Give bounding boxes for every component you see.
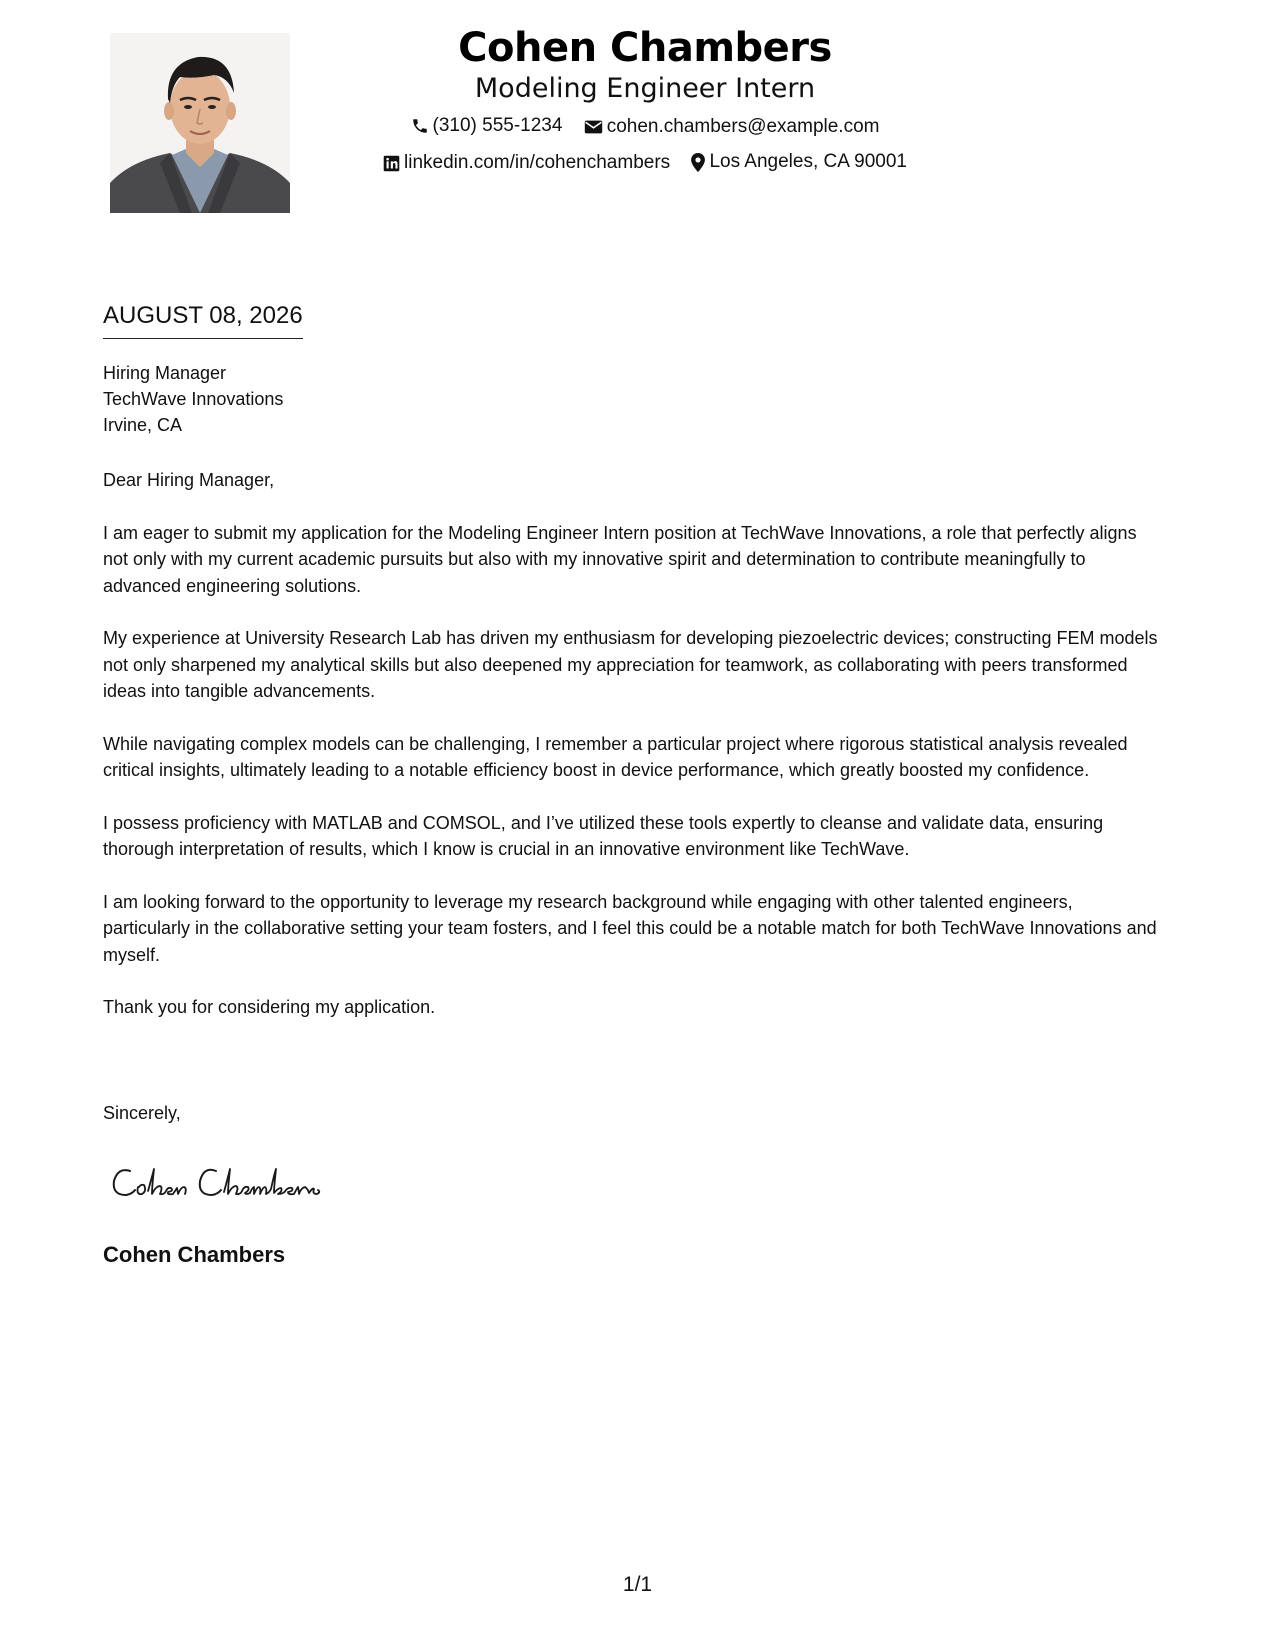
contact-row-2 [300,150,990,179]
recipient-address [103,360,283,438]
body-paragraph: While navigating complex models can be challenging, I remember a particular project where rigorous statistical analysis revealed critical insights, ultimately leading to a notable efficiency boost in device performance, which greatly boosted my confidence. [103,733,1128,780]
location-text: Los Angeles, CA 90001 [709,151,907,172]
salutation: Dear Hiring Manager, [103,470,275,490]
signer-name: Cohen Chambers [103,1242,286,1267]
applicant-name: Cohen Chambers [458,25,832,71]
profile-photo [110,33,290,213]
letter-date: AUGUST 08, 2026 [103,300,303,339]
email-text: cohen.chambers@example.com [606,116,880,137]
recipient-line: Hiring Manager [103,363,227,383]
closing-line: Sincerely, [103,1103,181,1123]
body-paragraph: I am eager to submit my application for the Modeling Engineer Intern position at TechWave Innovations, a role that perfectly aligns not only with my current academic pursuits but also with my innovative spirit and determination to contribute meaningfully to advanced engineering solutions. [103,522,1137,596]
thank-you-line: Thank you for considering my application. [103,997,436,1017]
body-paragraph: My experience at University Research Lab has driven my enthusiasm for developing piezoelectric devices; constructing FEM models not only sharpened my analytical skills but also deepened my appreciation for teamwork, as collaborating with peers transformed ideas into tangible advancements. [103,628,1158,701]
linkedin-text: linkedin.com/in/cohenchambers [404,152,671,173]
date-block [103,300,303,339]
handwritten-signature [108,1157,358,1213]
body-paragraph: I possess proficiency with MATLAB and COMSOL, and I’ve utilized these tools expertly to cleanse and validate data, ensuring thorough interpretation of results, which I know is crucial in an innovative environment like TechWave. [103,812,1104,859]
recipient-line: Irvine, CA [103,415,183,435]
envelope-icon [584,119,603,135]
email-contact[interactable] [584,115,880,139]
letter-body [103,467,1163,1047]
phone-contact[interactable] [411,114,563,138]
phone-icon [411,117,429,135]
body-paragraph: I am looking forward to the opportunity to leverage my research background while engaging with other talented engineers, particularly in the collaborative setting your team fosters, and I feel this could be a notable match for both TechWave Innovations and myself. [103,891,1157,965]
location-contact [691,150,907,174]
applicant-title: Modeling Engineer Intern [474,73,816,104]
phone-text: (310) 555-1234 [432,115,563,136]
contact-row-1 [300,114,990,142]
linkedin-contact[interactable] [383,151,670,175]
recipient-line: TechWave Innovations [103,389,284,409]
linkedin-icon [383,155,400,172]
letter-header [300,22,990,179]
map-pin-icon [691,153,705,172]
page-number: 1/1 [622,1573,653,1596]
